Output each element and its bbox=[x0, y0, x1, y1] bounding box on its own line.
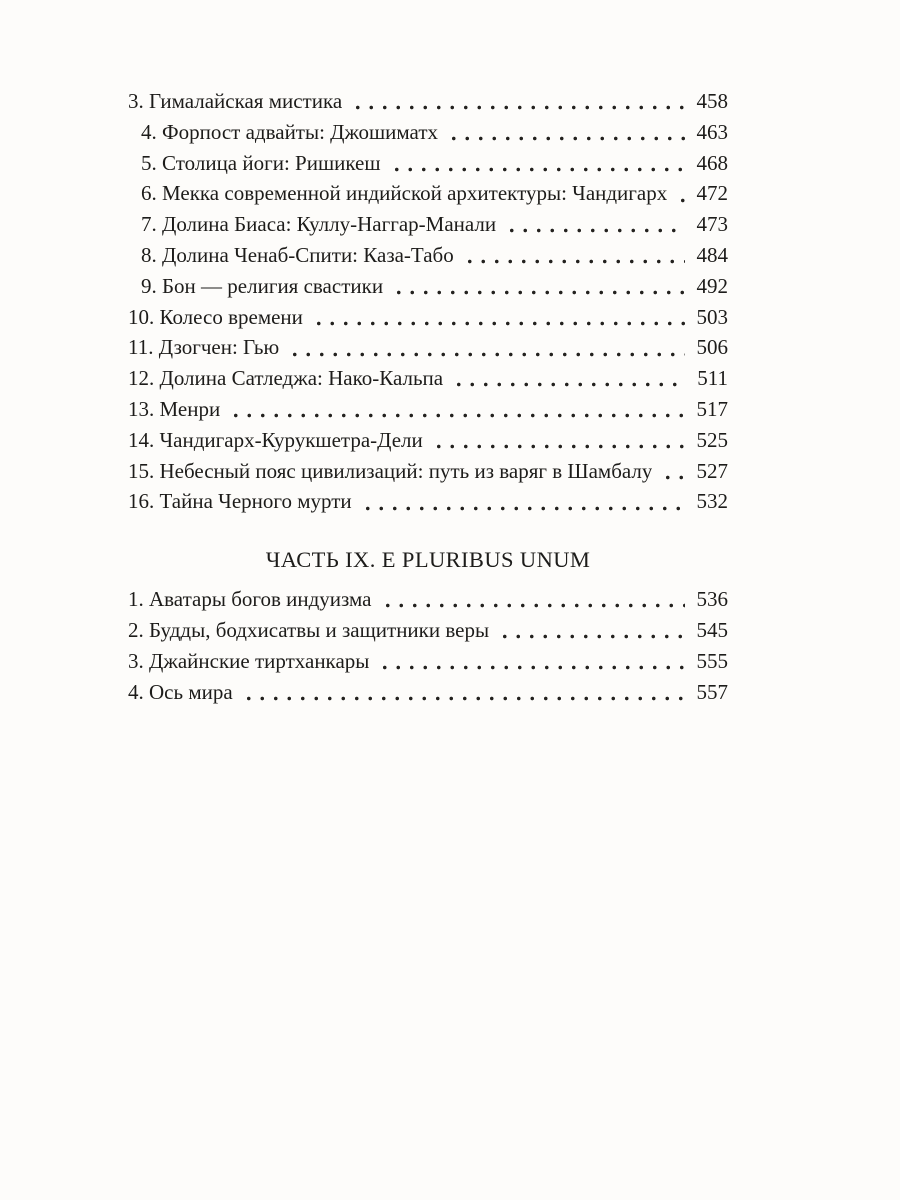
toc-entry bbox=[128, 456, 728, 487]
toc-entry bbox=[128, 363, 728, 394]
toc-entry-title: 3. Гималайская мистика bbox=[128, 89, 343, 113]
toc-entry-page-number: 472 bbox=[696, 181, 728, 206]
toc-entry-title: 13. Менри bbox=[128, 396, 221, 421]
toc-leader-dots bbox=[310, 302, 685, 333]
toc-leader-dots bbox=[390, 271, 685, 302]
toc-entry bbox=[128, 677, 728, 708]
toc-leader-dots bbox=[379, 584, 686, 615]
toc-entry bbox=[128, 86, 728, 117]
toc-leader-dots bbox=[445, 117, 685, 148]
toc-entry-page-number: 473 bbox=[696, 212, 728, 237]
toc-entry-page-number: 484 bbox=[696, 242, 728, 267]
toc-entry bbox=[128, 394, 728, 425]
toc-entry bbox=[128, 302, 728, 333]
toc-entry-page-number: 492 bbox=[696, 273, 728, 298]
toc-entry-page-number: 517 bbox=[696, 396, 728, 421]
toc-entry-title: 14. Чандигарх-Курукшетра-Дели bbox=[128, 427, 423, 452]
toc-entry-title: 6. Мекка современной индийской архитектуры: Чандигарх bbox=[141, 181, 668, 206]
toc-entry bbox=[128, 615, 728, 646]
toc-leader-dots bbox=[430, 425, 685, 456]
toc-leader-dots bbox=[359, 486, 685, 517]
toc-entry-page-number: 536 bbox=[696, 587, 728, 612]
toc-entry bbox=[128, 271, 728, 302]
toc-entry bbox=[128, 209, 728, 240]
toc-entry-page-number: 557 bbox=[696, 679, 728, 704]
toc-entry bbox=[128, 584, 728, 615]
toc-entry-title: 15. Небесный пояс цивилизаций: путь из варяг в Шамбалу bbox=[128, 458, 653, 483]
toc-entry-title: 9. Бон — религия свастики bbox=[141, 273, 384, 298]
toc-entry bbox=[128, 240, 728, 271]
toc-entry-page-number: 545 bbox=[696, 617, 728, 642]
toc-entry-title: 12. Долина Сатледжа: Нако-Кальпа bbox=[128, 366, 444, 391]
toc-leader-dots bbox=[503, 209, 685, 240]
toc-entry-title: 8. Долина Ченаб-Спити: Каза-Табо bbox=[141, 242, 454, 267]
toc-entry-title: 16. Тайна Черного мурти bbox=[128, 489, 352, 514]
toc-entry bbox=[128, 646, 728, 677]
toc-entry bbox=[128, 148, 728, 179]
toc-entry-page-number: 458 bbox=[696, 89, 728, 113]
toc-leader-dots bbox=[349, 86, 685, 117]
toc-entry bbox=[128, 178, 728, 209]
part-header: ЧАСТЬ IX. E PLURIBUS UNUM bbox=[265, 547, 591, 573]
toc-entry-title: 10. Колесо времени bbox=[128, 304, 303, 329]
toc-leader-dots bbox=[659, 456, 685, 487]
toc-entry-page-number: 525 bbox=[696, 427, 728, 452]
toc-leader-dots bbox=[674, 178, 685, 209]
toc-entry-title: 4. Форпост адвайты: Джошиматх bbox=[141, 119, 438, 144]
toc-entry-page-number: 527 bbox=[696, 458, 728, 483]
toc-entry-page-number: 555 bbox=[696, 648, 728, 673]
toc-section-continued bbox=[128, 86, 728, 517]
toc-entry-page-number: 506 bbox=[696, 335, 728, 360]
toc-entry bbox=[128, 117, 728, 148]
toc-entry-page-number: 511 bbox=[697, 366, 728, 391]
toc-leader-dots bbox=[240, 677, 685, 708]
toc-leader-dots bbox=[461, 240, 685, 271]
toc-leader-dots bbox=[496, 615, 685, 646]
toc-entry-title: 1. Аватары богов индуизма bbox=[128, 587, 372, 612]
toc-entry-title: 5. Столица йоги: Ришикеш bbox=[141, 150, 381, 175]
toc-entry-title: 4. Ось мира bbox=[128, 679, 233, 704]
toc-leader-dots bbox=[376, 646, 685, 677]
toc-leader-dots bbox=[227, 394, 685, 425]
toc-leader-dots bbox=[450, 363, 685, 394]
toc-entry bbox=[128, 332, 728, 363]
toc-leader-dots bbox=[388, 148, 685, 179]
toc-entry-page-number: 503 bbox=[696, 304, 728, 329]
toc-leader-dots bbox=[286, 332, 685, 363]
toc-entry-page-number: 463 bbox=[696, 119, 728, 144]
toc-entry-title: 3. Джайнские тиртханкары bbox=[128, 648, 370, 673]
toc-entry-page-number: 532 bbox=[696, 489, 728, 514]
toc-entry-page-number: 468 bbox=[696, 150, 728, 175]
toc-section-part-9 bbox=[128, 584, 728, 707]
toc-entry bbox=[128, 486, 728, 517]
toc-entry-title: 7. Долина Биаса: Куллу-Наггар-Манали bbox=[141, 212, 497, 237]
toc-entry-title: 11. Дзогчен: Гью bbox=[128, 335, 280, 360]
toc-entry bbox=[128, 425, 728, 456]
toc-entry-title: 2. Будды, бодхисатвы и защитники веры bbox=[128, 617, 490, 642]
